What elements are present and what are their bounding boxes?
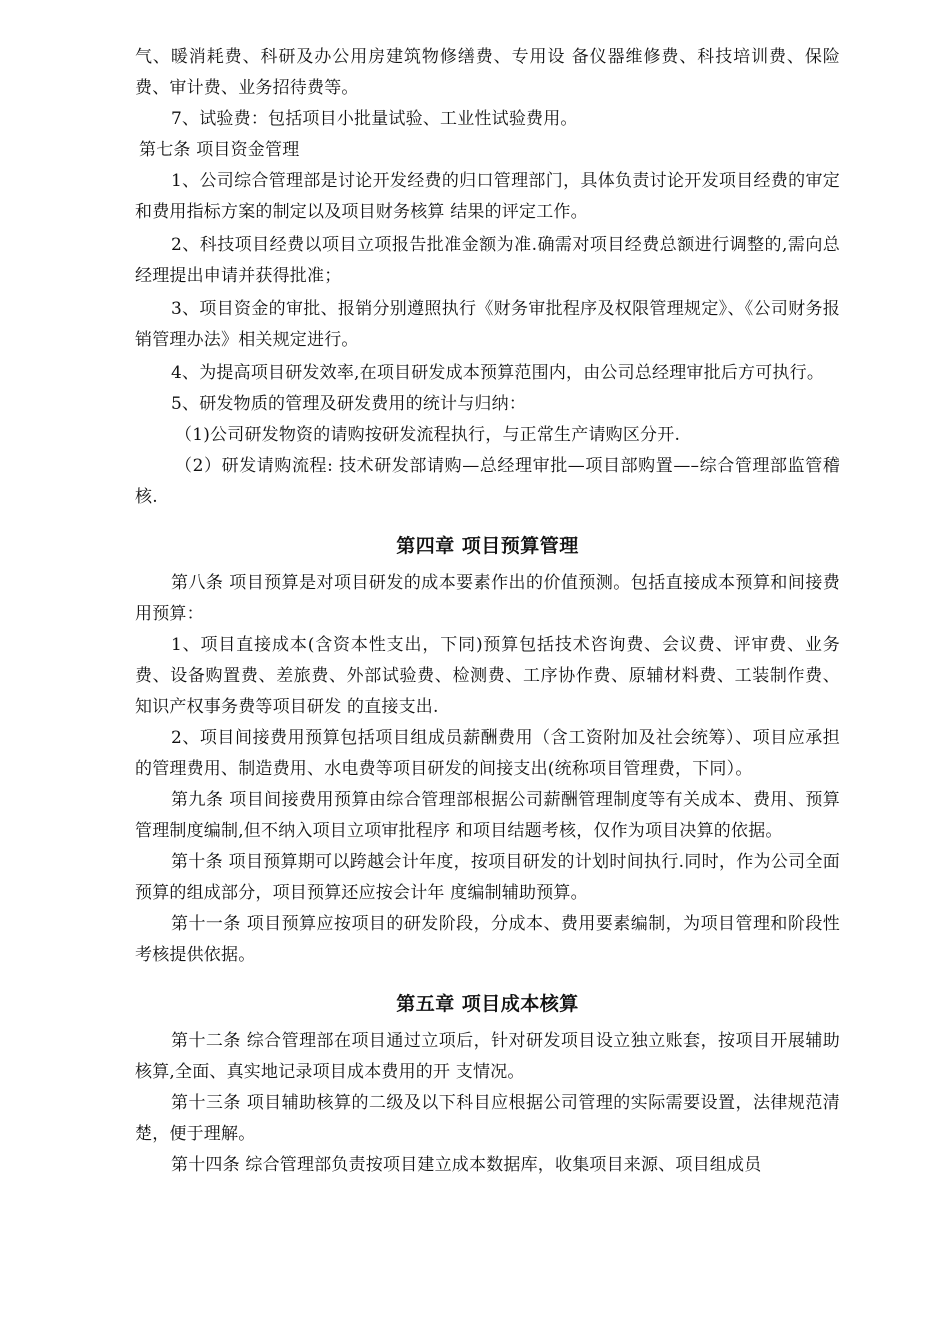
article-7-heading: 第七条 项目资金管理 (139, 140, 300, 160)
paragraph-fund-item-4: 4、为提高项目研发效率,在项目研发成本预算范围内，由公司总经理审批后方可执行。 (171, 363, 825, 383)
paragraph-fund-item-3: 3、项目资金的审批、报销分别遵照执行《财务审批程序及权限管理规定》、《公司财务报销管理办法》相关规定进行。 (135, 299, 840, 350)
article-12: 第十二条 综合管理部在项目通过立项后，针对研发项目设立独立账套，按项目开展辅助核算,全面、真实地记录项目成本费用的开 支情况。 (135, 1031, 840, 1082)
paragraph-fund-item-2: 2、科技项目经费以项目立项报告批准金额为准.确需对项目经费总额进行调整的,需向总经理提出申请并获得批准； (135, 235, 840, 286)
article-8: 第八条 项目预算是对项目研发的成本要素作出的价值预测。包括直接成本预算和间接费用预算： (135, 573, 840, 624)
article-9: 第九条 项目间接费用预算由综合管理部根据公司薪酬管理制度等有关成本、费用、预算管理制度编制,但不纳入项目立项审批程序 和项目结题考核，仅作为项目决算的依据。 (135, 790, 840, 841)
chapter-4-title: 第四章 项目预算管理 (396, 535, 579, 557)
paragraph-expense-list-continued: 气、暖消耗费、科研及办公用房建筑物修缮费、专用设 备仪器维修费、科技培训费、保险费、审计费、业务招待费等。 (135, 47, 840, 98)
paragraph-test-fee: 7、试验费：包括项目小批量试验、工业性试验费用。 (171, 109, 578, 129)
article-10: 第十条 项目预算期可以跨越会计年度，按项目研发的计划时间执行.同时，作为公司全面预算的组成部分，项目预算还应按会计年 度编制辅助预算。 (135, 852, 840, 903)
paragraph-fund-item-5: 5、研发物质的管理及研发费用的统计与归纳： (171, 394, 527, 414)
article-13: 第十三条 项目辅助核算的二级及以下科目应根据公司管理的实际需要设置，法律规范清楚，便于理解。 (135, 1093, 840, 1144)
paragraph-sub-item-2: （2）研发请购流程: 技术研发部请购—总经理审批—项目部购置—–综合管理部监管稽核. (135, 456, 840, 507)
paragraph-direct-cost: 1、项目直接成本(含资本性支出，下同)预算包括技术咨询费、会议费、评审费、业务费、设备购置费、差旅费、外部试验费、检测费、工序协作费、原辅材料费、工装制作费、知识产权事务费等项目研发 的直接支出. (135, 635, 840, 717)
paragraph-sub-item-1: （1)公司研发物资的请购按研发流程执行，与正常生产请购区分开. (175, 425, 681, 445)
article-14: 第十四条 综合管理部负责按项目建立成本数据库，收集项目来源、项目组成员 (171, 1155, 762, 1175)
paragraph-fund-item-1: 1、公司综合管理部是讨论开发经费的归口管理部门，具体负责讨论开发项目经费的审定和费用指标方案的制定以及项目财务核算 结果的评定工作。 (135, 171, 840, 222)
article-11: 第十一条 项目预算应按项目的研发阶段，分成本、费用要素编制，为项目管理和阶段性考核提供依据。 (135, 914, 840, 965)
paragraph-indirect-cost: 2、项目间接费用预算包括项目组成员薪酬费用（含工资附加及社会统筹）、项目应承担的管理费用、制造费用、水电费等项目研发的间接支出(统称项目管理费，下同）。 (135, 728, 840, 779)
document-body (135, 42, 840, 1181)
chapter-5-title: 第五章 项目成本核算 (396, 993, 579, 1015)
